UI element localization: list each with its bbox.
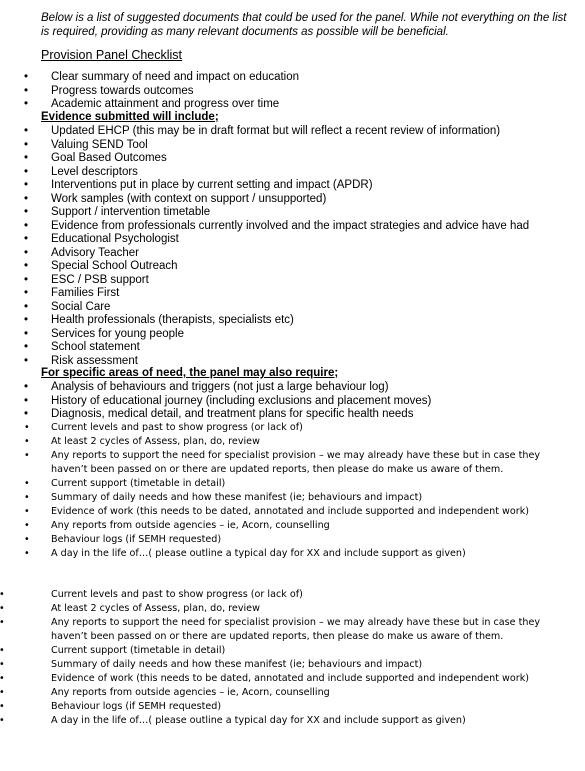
list-item: • Educational Psychologist bbox=[35, 233, 529, 247]
list-item: • Academic attainment and progress over time bbox=[35, 98, 299, 112]
list-item: • Support / intervention timetable bbox=[35, 206, 529, 220]
list-item: • School statement bbox=[35, 341, 529, 355]
list-item: • At least 2 cycles of Assess, plan, do, review bbox=[35, 435, 541, 449]
list-item: • Current support (timetable in detail) bbox=[35, 477, 541, 491]
list-item: • Advisory Teacher bbox=[35, 247, 529, 261]
evidence-heading: Evidence submitted will include; bbox=[41, 111, 219, 123]
document-list-a bbox=[35, 421, 541, 561]
list-item: • Evidence of work (this needs to be dated, annotated and include supported and independent work) bbox=[35, 505, 541, 519]
document-list-b bbox=[35, 588, 541, 728]
list-item: • Current support (timetable in detail) bbox=[35, 644, 541, 658]
list-item: • Social Care bbox=[35, 301, 529, 315]
list-item: • Any reports from outside agencies – ie, Acorn, counselling bbox=[35, 686, 541, 700]
list-item: • A day in the life of…( please outline a typical day for XX and include support as given) bbox=[35, 547, 541, 561]
list-item: • Any reports to support the need for specialist provision – we may already have these but in case they haven’t been passed on or there are updated reports, then please do make us aware of them. bbox=[35, 449, 541, 477]
list-item: • A day in the life of…( please outline a typical day for XX and include support as given) bbox=[35, 714, 541, 728]
specific-needs-heading: For specific areas of need, the panel may also require; bbox=[41, 367, 339, 379]
list-item: • Goal Based Outcomes bbox=[35, 152, 529, 166]
page-title: Provision Panel Checklist bbox=[41, 48, 183, 62]
list-item: • Clear summary of need and impact on education bbox=[35, 71, 299, 85]
list-item: • Behaviour logs (if SEMH requested) bbox=[35, 700, 541, 714]
list-item: • Progress towards outcomes bbox=[35, 85, 299, 99]
list-item: • Level descriptors bbox=[35, 166, 529, 180]
intro-paragraph: Below is a list of suggested documents that could be used for the panel. While not everything on the list is required, providing as many relevant documents as possible will be beneficial. bbox=[41, 12, 567, 38]
list-item: • Current levels and past to show progress (or lack of) bbox=[35, 588, 541, 602]
list-item: • Interventions put in place by current setting and impact (APDR) bbox=[35, 179, 529, 193]
list-item: • History of educational journey (including exclusions and placement moves) bbox=[35, 395, 431, 409]
specific-needs-list bbox=[35, 381, 431, 422]
list-item: • Analysis of behaviours and triggers (not just a large behaviour log) bbox=[35, 381, 431, 395]
list-item: • Work samples (with context on support / unsupported) bbox=[35, 193, 529, 207]
list-item: • Families First bbox=[35, 287, 529, 301]
list-item: • Valuing SEND Tool bbox=[35, 139, 529, 153]
evidence-list bbox=[35, 125, 529, 368]
list-item: • Current levels and past to show progress (or lack of) bbox=[35, 421, 541, 435]
list-item: • Any reports from outside agencies – ie, Acorn, counselling bbox=[35, 519, 541, 533]
list-item: • Behaviour logs (if SEMH requested) bbox=[35, 533, 541, 547]
list-item: • Summary of daily needs and how these manifest (ie; behaviours and impact) bbox=[35, 658, 541, 672]
list-item: • Updated EHCP (this may be in draft format but will reflect a recent review of information) bbox=[35, 125, 529, 139]
list-item: • Summary of daily needs and how these manifest (ie; behaviours and impact) bbox=[35, 491, 541, 505]
list-item: • Diagnosis, medical detail, and treatment plans for specific health needs bbox=[35, 408, 431, 422]
list-item: • Risk assessment bbox=[35, 355, 529, 369]
list-item: • Evidence of work (this needs to be dated, annotated and include supported and independent work) bbox=[35, 672, 541, 686]
list-item: • Evidence from professionals currently involved and the impact strategies and advice have had bbox=[35, 220, 529, 234]
list-item: • Services for young people bbox=[35, 328, 529, 342]
list-item: • ESC / PSB support bbox=[35, 274, 529, 288]
list-item: • Any reports to support the need for specialist provision – we may already have these but in case they haven’t been passed on or there are updated reports, then please do make us aware of them. bbox=[35, 616, 541, 644]
general-list bbox=[35, 71, 299, 112]
list-item: • Special School Outreach bbox=[35, 260, 529, 274]
list-item: • At least 2 cycles of Assess, plan, do, review bbox=[35, 602, 541, 616]
list-item: • Health professionals (therapists, specialists etc) bbox=[35, 314, 529, 328]
